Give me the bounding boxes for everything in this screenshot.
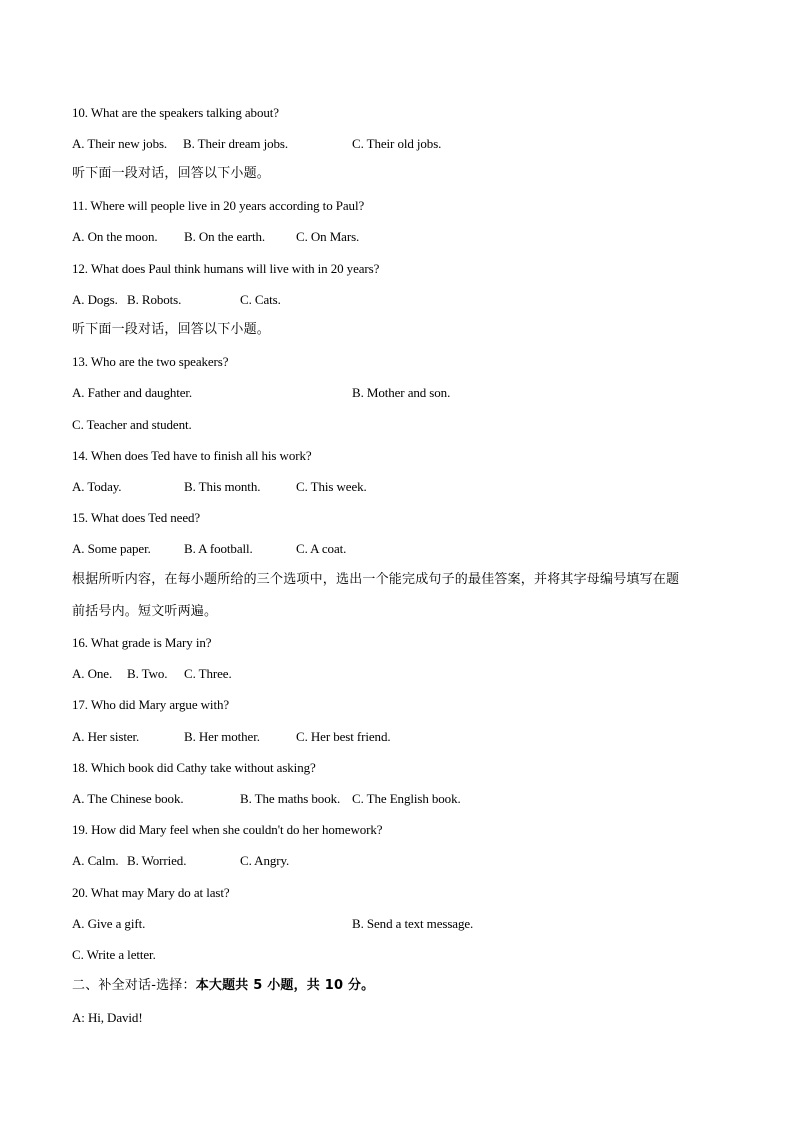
q17-option-a: A. Her sister. [72,729,140,744]
question-10: 10. What are the speakers talking about? [72,105,279,120]
q14-option-a: A. Today. [72,479,122,494]
q19-option-a: A. Calm. [72,853,119,868]
question-20: 20. What may Mary do at last? [72,885,230,900]
section-2-description: 本大题共 5 小题，共 10 分。 [195,978,375,993]
question-18: 18. Which book did Cathy take without asking? [72,760,316,775]
q16-option-a: A. One. [72,666,113,681]
q17-option-b: B. Her mother. [184,729,260,744]
q14-option-c: C. This week. [296,479,367,494]
question-19: 19. How did Mary feel when she couldn't do her homework? [72,822,383,837]
question-12: 12. What does Paul think humans will live with in 20 years? [72,261,380,276]
q10-option-b: B. Their dream jobs. [183,136,288,151]
q15-option-a: A. Some paper. [72,541,151,556]
q11-option-b: B. On the earth. [184,229,266,244]
instruction-passage-line-2: 前括号内。短文听两遍。 [72,604,218,619]
q11-option-a: A. On the moon. [72,229,158,244]
dialogue-line-1: A: Hi, David! [72,1010,143,1025]
question-14: 14. When does Ted have to finish all his work? [72,448,312,463]
q14-option-b: B. This month. [184,479,261,494]
q11-option-c: C. On Mars. [296,229,360,244]
q18-option-c: C. The English book. [352,791,461,806]
q15-option-c: C. A coat. [296,541,347,556]
q10-option-a: A. Their new jobs. [72,136,168,151]
q12-option-a: A. Dogs. [72,292,118,307]
q16-option-b: B. Two. [127,666,168,681]
q16-option-c: C. Three. [184,666,232,681]
q17-option-c: C. Her best friend. [296,729,391,744]
instruction-listen-2: 听下面一段对话，回答以下小题。 [72,322,271,337]
q10-option-c: C. Their old jobs. [352,136,442,151]
section-2-heading [72,978,374,994]
q19-option-c: C. Angry. [240,853,290,868]
instruction-listen-1: 听下面一段对话，回答以下小题。 [72,166,271,181]
instruction-passage-line-1: 根据所听内容，在每小题所给的三个选项中，选出一个能完成句子的最佳答案，并将其字母编号填写在题 [72,572,680,587]
q15-option-b: B. A football. [184,541,253,556]
q13-option-a: A. Father and daughter. [72,385,193,400]
question-17: 17. Who did Mary argue with? [72,697,230,712]
question-16: 16. What grade is Mary in? [72,635,212,650]
q18-option-b: B. The maths book. [240,791,341,806]
question-11: 11. Where will people live in 20 years according to Paul? [72,198,365,213]
q12-option-c: C. Cats. [240,292,281,307]
question-13: 13. Who are the two speakers? [72,354,229,369]
q20-option-a: A. Give a gift. [72,916,146,931]
q13-option-b: B. Mother and son. [352,385,451,400]
question-15: 15. What does Ted need? [72,510,201,525]
q18-option-a: A. The Chinese book. [72,791,184,806]
section-2-prefix: 二、补全对话-选择： [72,978,196,993]
q20-option-b: B. Send a text message. [352,916,474,931]
q19-option-b: B. Worried. [127,853,187,868]
q12-option-b: B. Robots. [127,292,182,307]
q13-option-c: C. Teacher and student. [72,417,192,432]
q20-option-c: C. Write a letter. [72,947,156,962]
